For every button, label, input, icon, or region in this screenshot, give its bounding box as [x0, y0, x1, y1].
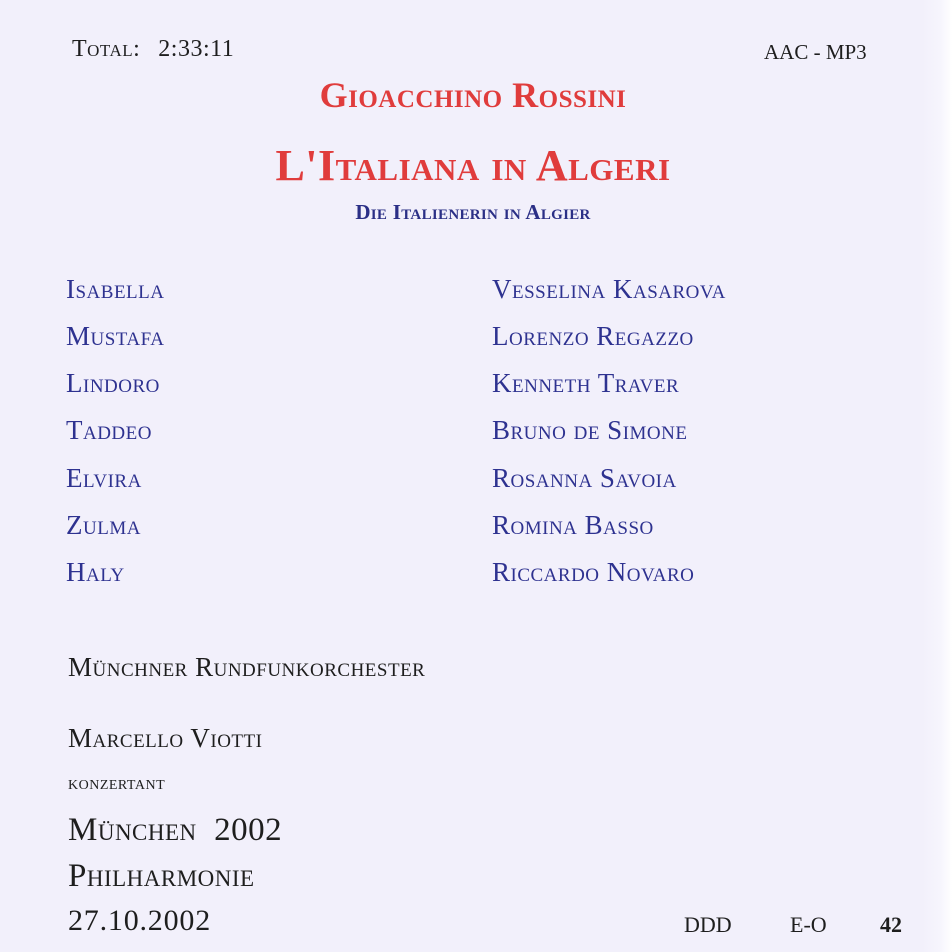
opera-subtitle: Die Italienerin in Algier	[355, 200, 591, 224]
cast-singer: Vesselina Kasarova	[492, 274, 726, 304]
cast-role: Elvira	[66, 463, 142, 493]
cast-role: Mustafa	[66, 321, 165, 351]
cast-role: Haly	[66, 557, 125, 587]
performance-date: 27.10.2002	[68, 904, 211, 937]
total-label: Total:	[72, 36, 141, 62]
conductor-name: Marcello Viotti	[68, 723, 263, 753]
cast-singer: Rosanna Savoia	[492, 463, 677, 493]
cast-role: Isabella	[66, 274, 165, 304]
venue-name: Philharmonie	[68, 858, 255, 894]
cast-role: Zulma	[66, 510, 141, 540]
place-year: München 2002	[68, 812, 283, 848]
opera-title: L'Italiana in Algeri	[275, 141, 671, 190]
page-number: 42	[880, 912, 902, 937]
label-code: E-O	[790, 912, 827, 937]
cast-role: Lindoro	[66, 368, 160, 398]
composer-name: Gioacchino Rossini	[319, 75, 627, 115]
cast-role: Taddeo	[66, 415, 152, 445]
total-value: 2:33:11	[158, 36, 235, 62]
cast-singer: Lorenzo Regazzo	[492, 321, 694, 351]
cast-singer: Romina Basso	[492, 510, 654, 540]
orchestra-name: Münchner Rundfunkorchester	[68, 652, 426, 682]
total-duration	[72, 36, 234, 63]
cast-singer: Riccardo Novaro	[492, 557, 695, 587]
cast-singer: Kenneth Traver	[492, 368, 680, 398]
cast-singer: Bruno de Simone	[492, 415, 688, 445]
format-label: AAC - MP3	[764, 40, 867, 64]
recording-code: DDD	[684, 912, 732, 937]
performance-type: konzertant	[68, 772, 166, 794]
